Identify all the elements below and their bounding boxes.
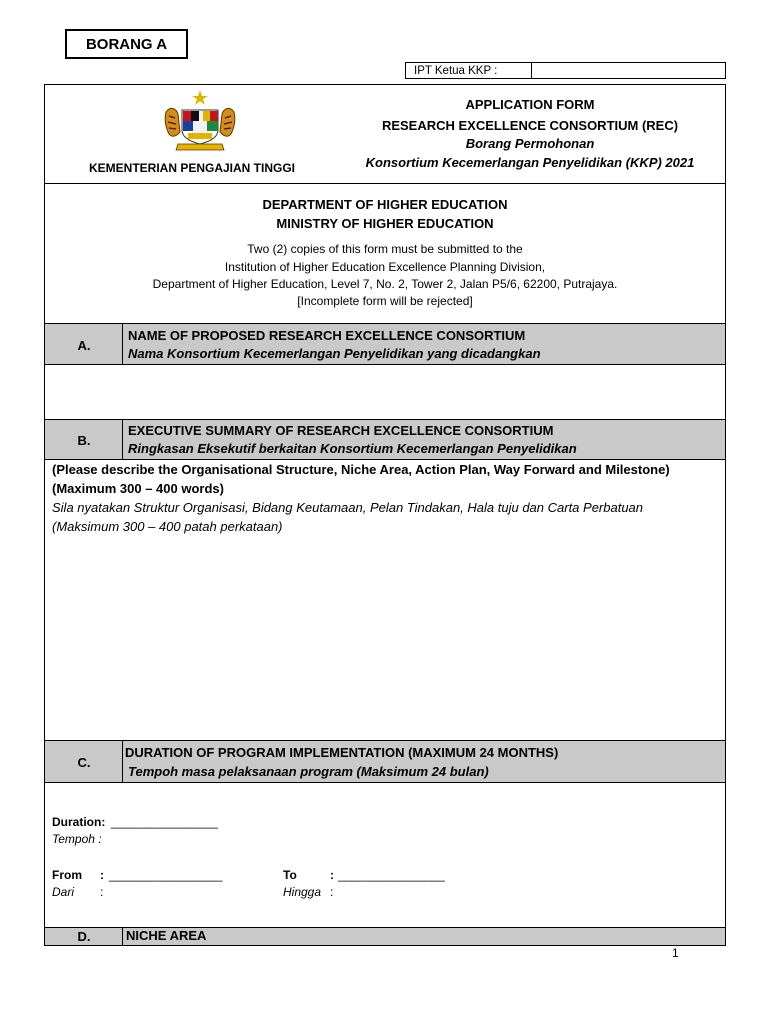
from-field[interactable]: _________________ bbox=[109, 868, 223, 882]
from-label: From bbox=[52, 868, 82, 882]
rule bbox=[44, 459, 726, 460]
coat-of-arms-emblem bbox=[160, 88, 240, 154]
ipt-ketua-field bbox=[405, 62, 726, 79]
section-c-title: DURATION OF PROGRAM IMPLEMENTATION (MAXIMUM 24 MONTHS) bbox=[125, 745, 559, 760]
section-a-title: NAME OF PROPOSED RESEARCH EXCELLENCE CONSORTIUM bbox=[128, 328, 526, 343]
to-field[interactable]: ________________ bbox=[338, 868, 445, 882]
ipt-ketua-label: IPT Ketua KKP : bbox=[406, 63, 532, 78]
duration-label-ms: Tempoh : bbox=[52, 832, 102, 846]
page-number: 1 bbox=[672, 946, 679, 960]
section-c-title-ms: Tempoh masa pelaksanaan program (Maksimum 24 bulan) bbox=[128, 764, 489, 779]
to-colon: : bbox=[330, 868, 334, 882]
from-label-ms: Dari bbox=[52, 885, 75, 899]
section-b-instruction-ms: (Maksimum 300 – 400 patah perkataan) bbox=[52, 519, 283, 534]
ministry-name: KEMENTERIAN PENGAJIAN TINGGI bbox=[89, 161, 296, 175]
rule bbox=[44, 183, 726, 184]
instruction-line: Two (2) copies of this form must be submitted to the bbox=[247, 242, 523, 256]
section-b-title: EXECUTIVE SUMMARY OF RESEARCH EXCELLENCE CONSORTIUM bbox=[128, 423, 554, 438]
from-colon: : bbox=[100, 868, 104, 882]
to-label-ms: Hingga bbox=[283, 885, 322, 899]
section-b-title-ms: Ringkasan Eksekutif berkaitan Konsortium Kecemerlangan Penyelidikan bbox=[128, 441, 577, 456]
instruction-line: Institution of Higher Education Excellence Planning Division, bbox=[224, 260, 546, 274]
instruction-line: [Incomplete form will be rejected] bbox=[297, 294, 473, 308]
form-title-ms: Borang Permohonan bbox=[465, 136, 595, 151]
ipt-ketua-input[interactable] bbox=[532, 63, 725, 78]
to-colon-ms: : bbox=[330, 885, 334, 899]
section-b-instruction: (Maximum 300 – 400 words) bbox=[52, 481, 224, 496]
section-d-letter: D. bbox=[77, 929, 91, 944]
form-title: APPLICATION FORM bbox=[465, 97, 595, 112]
form-tag: BORANG A bbox=[65, 29, 188, 59]
instruction-line: Department of Higher Education, Level 7, No. 2, Tower 2, Jalan P5/6, 62200, Putrajaya. bbox=[152, 277, 618, 291]
duration-field[interactable]: ________________ bbox=[111, 815, 218, 829]
ministry-name-en: MINISTRY OF HIGHER EDUCATION bbox=[276, 216, 494, 231]
section-d-title: NICHE AREA bbox=[126, 928, 207, 943]
form-subtitle-ms: Konsortium Kecemerlangan Penyelidikan (KKP) 2021 bbox=[365, 155, 695, 170]
from-colon-ms: : bbox=[100, 885, 104, 899]
section-c-letter: C. bbox=[77, 755, 91, 770]
rule bbox=[44, 323, 726, 324]
department-name: DEPARTMENT OF HIGHER EDUCATION bbox=[262, 197, 508, 212]
section-a-title-ms: Nama Konsortium Kecemerlangan Penyelidikan yang dicadangkan bbox=[128, 346, 541, 361]
to-label: To bbox=[283, 868, 297, 882]
section-b-instruction: (Please describe the Organisational Structure, Niche Area, Action Plan, Way Forward and Milestone) bbox=[52, 462, 670, 477]
rule bbox=[44, 782, 726, 783]
section-a-input[interactable] bbox=[45, 365, 725, 419]
section-b-input[interactable] bbox=[45, 540, 725, 738]
rule bbox=[44, 419, 726, 420]
section-a-letter: A. bbox=[77, 338, 91, 353]
rule bbox=[44, 740, 726, 741]
section-b-letter: B. bbox=[77, 433, 91, 448]
section-b-instruction-ms: Sila nyatakan Struktur Organisasi, Bidang Keutamaan, Pelan Tindakan, Hala tuju dan Carta Perbatuan bbox=[52, 500, 644, 515]
form-subtitle: RESEARCH EXCELLENCE CONSORTIUM (REC) bbox=[381, 118, 679, 133]
duration-label: Duration: bbox=[52, 815, 106, 829]
